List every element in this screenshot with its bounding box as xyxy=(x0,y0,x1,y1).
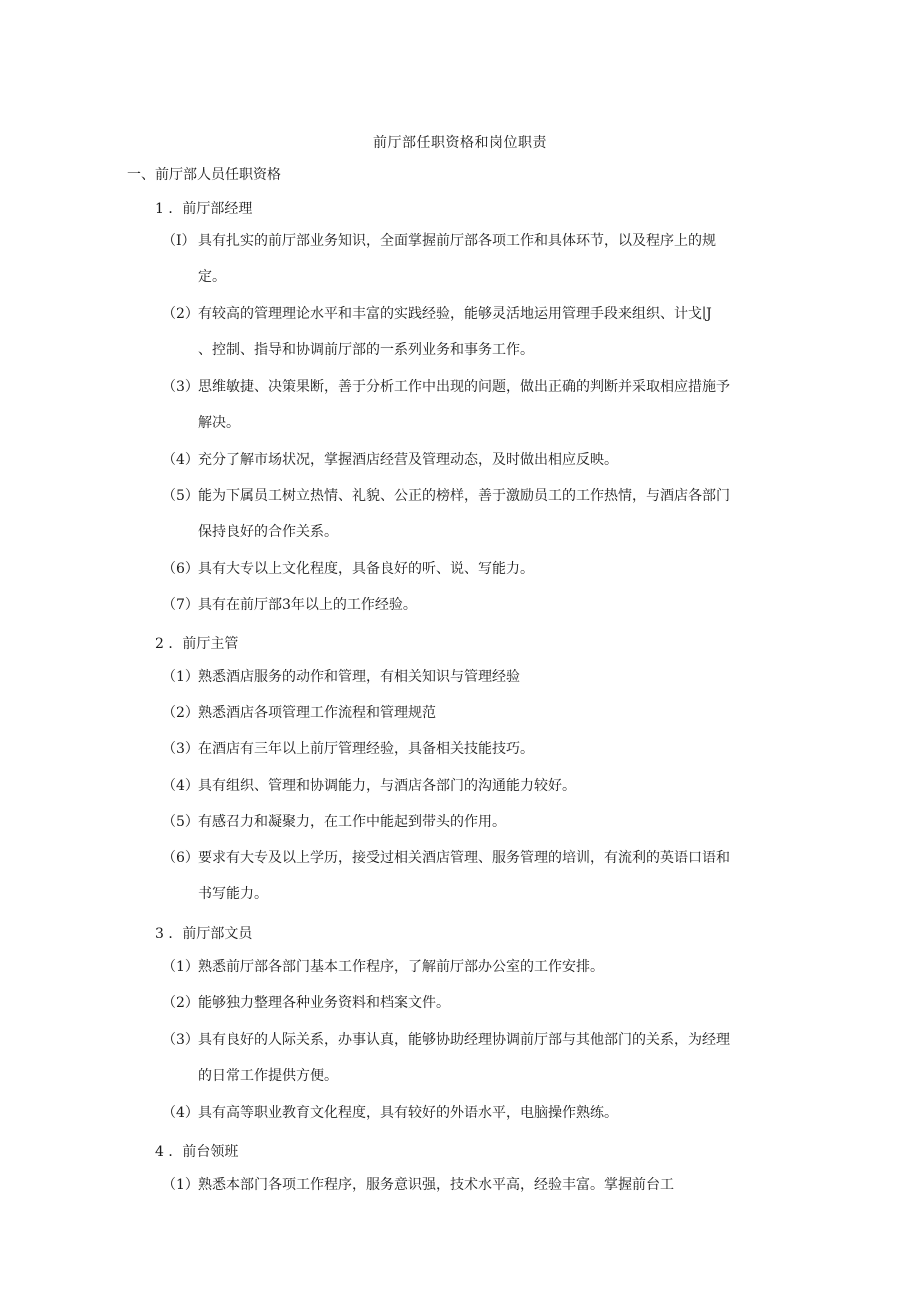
item-number: （2） xyxy=(162,995,199,1011)
item-number: （6） xyxy=(162,561,199,577)
item-text-continued: 书写能力。 xyxy=(198,886,268,902)
item-text: 具有高等职业教育文化程度，具有较好的外语水平，电脑操作熟练。 xyxy=(198,1105,618,1121)
item-number: （7） xyxy=(162,597,199,613)
list-item xyxy=(162,949,802,985)
subsection-heading: 4 ．前台领班 xyxy=(155,1144,239,1160)
list-item xyxy=(162,804,802,840)
item-text: 熟悉酒店服务的动作和管理，有相关知识与管理经验 xyxy=(198,669,520,685)
subsection-heading: 2 ．前厅主管 xyxy=(155,636,239,652)
list-item xyxy=(162,695,802,731)
item-number: （1） xyxy=(162,1177,199,1193)
item-text: 能为下属员工树立热情、礼貌、公正的榜样，善于激励员工的工作热情，与酒店各部门 xyxy=(198,488,730,504)
item-text: 熟悉本部门各项工作程序，服务意识强，技术水平高，经验丰富。掌握前台工 xyxy=(198,1177,674,1193)
list-item xyxy=(162,551,802,587)
item-text-continued: 定。 xyxy=(198,269,226,285)
item-number: （3） xyxy=(162,379,199,395)
item-text: 具有在前厅部3年以上的工作经验。 xyxy=(198,597,417,613)
item-text-continued: 保持良好的合作关系。 xyxy=(198,524,338,540)
list-item xyxy=(162,985,802,1021)
item-text-continued: 解决。 xyxy=(198,415,240,431)
item-text: 具有组织、管理和协调能力，与酒店各部门的沟通能力较好。 xyxy=(198,778,576,794)
item-number: （5） xyxy=(162,814,199,830)
item-text: 要求有大专及以上学历，接受过相关酒店管理、服务管理的培训，有流利的英语口语和 xyxy=(198,850,730,866)
item-text: 具有扎实的前厅部业务知识，全面掌握前厅部各项工作和具体环节，以及程序上的规 xyxy=(198,233,716,249)
list-item xyxy=(162,840,802,912)
item-text: 具有大专以上文化程度，具备良好的听、说、写能力。 xyxy=(198,561,534,577)
list-item xyxy=(162,296,802,368)
item-number: （3） xyxy=(162,741,199,757)
list-item xyxy=(162,442,802,478)
list-item xyxy=(162,659,802,695)
item-number: （2） xyxy=(162,705,199,721)
list-item xyxy=(162,478,802,550)
item-text: 熟悉前厅部各部门基本工作程序，了解前厅部办公室的工作安排。 xyxy=(198,959,604,975)
list-item xyxy=(162,223,802,295)
item-text-continued: 、控制、指导和协调前厅部的一系列业务和事务工作。 xyxy=(198,342,534,358)
item-number: （I） xyxy=(162,233,196,249)
item-text: 具有良好的人际关系，办事认真，能够协助经理协调前厅部与其他部门的关系，为经理 xyxy=(198,1032,730,1048)
item-number: （4） xyxy=(162,452,199,468)
list-item xyxy=(162,731,802,767)
item-text: 充分了解市场状况，掌握酒店经营及管理动态，及时做出相应反映。 xyxy=(198,452,618,468)
subsection-heading: 1 ．前厅部经理 xyxy=(155,201,253,217)
item-number: （4） xyxy=(162,1105,199,1121)
item-number: （3） xyxy=(162,1032,199,1048)
item-text: 能够独力整理各种业务资料和档案文件。 xyxy=(198,995,450,1011)
list-item xyxy=(162,1095,802,1131)
item-number: （6） xyxy=(162,850,199,866)
document-title: 前厅部任职资格和岗位职责 xyxy=(373,135,547,151)
item-text: 思维敏捷、决策果断，善于分析工作中出现的问题，做出正确的判断并采取相应措施予 xyxy=(198,379,730,395)
item-number: （5） xyxy=(162,488,199,504)
item-text: 熟悉酒店各项管理工作流程和管理规范 xyxy=(198,705,436,721)
item-number: （1） xyxy=(162,669,199,685)
item-text: 在酒店有三年以上前厅管理经验，具备相关技能技巧。 xyxy=(198,741,534,757)
list-item xyxy=(162,369,802,441)
item-text: 有较高的管理理论水平和丰富的实践经验，能够灵活地运用管理手段来组织、计戈∣J xyxy=(198,306,712,322)
item-text-continued: 的日常工作提供方便。 xyxy=(198,1068,338,1084)
item-number: （2） xyxy=(162,306,199,322)
item-number: （1） xyxy=(162,959,199,975)
item-text: 有感召力和凝聚力，在工作中能起到带头的作用。 xyxy=(198,814,506,830)
list-item xyxy=(162,768,802,804)
item-number: （4） xyxy=(162,778,199,794)
section-heading: 一、前厅部人员任职资格 xyxy=(127,167,281,183)
list-item xyxy=(162,1022,802,1094)
list-item xyxy=(162,1167,802,1203)
list-item xyxy=(162,587,802,623)
subsection-heading: 3 ．前厅部文员 xyxy=(155,926,253,942)
